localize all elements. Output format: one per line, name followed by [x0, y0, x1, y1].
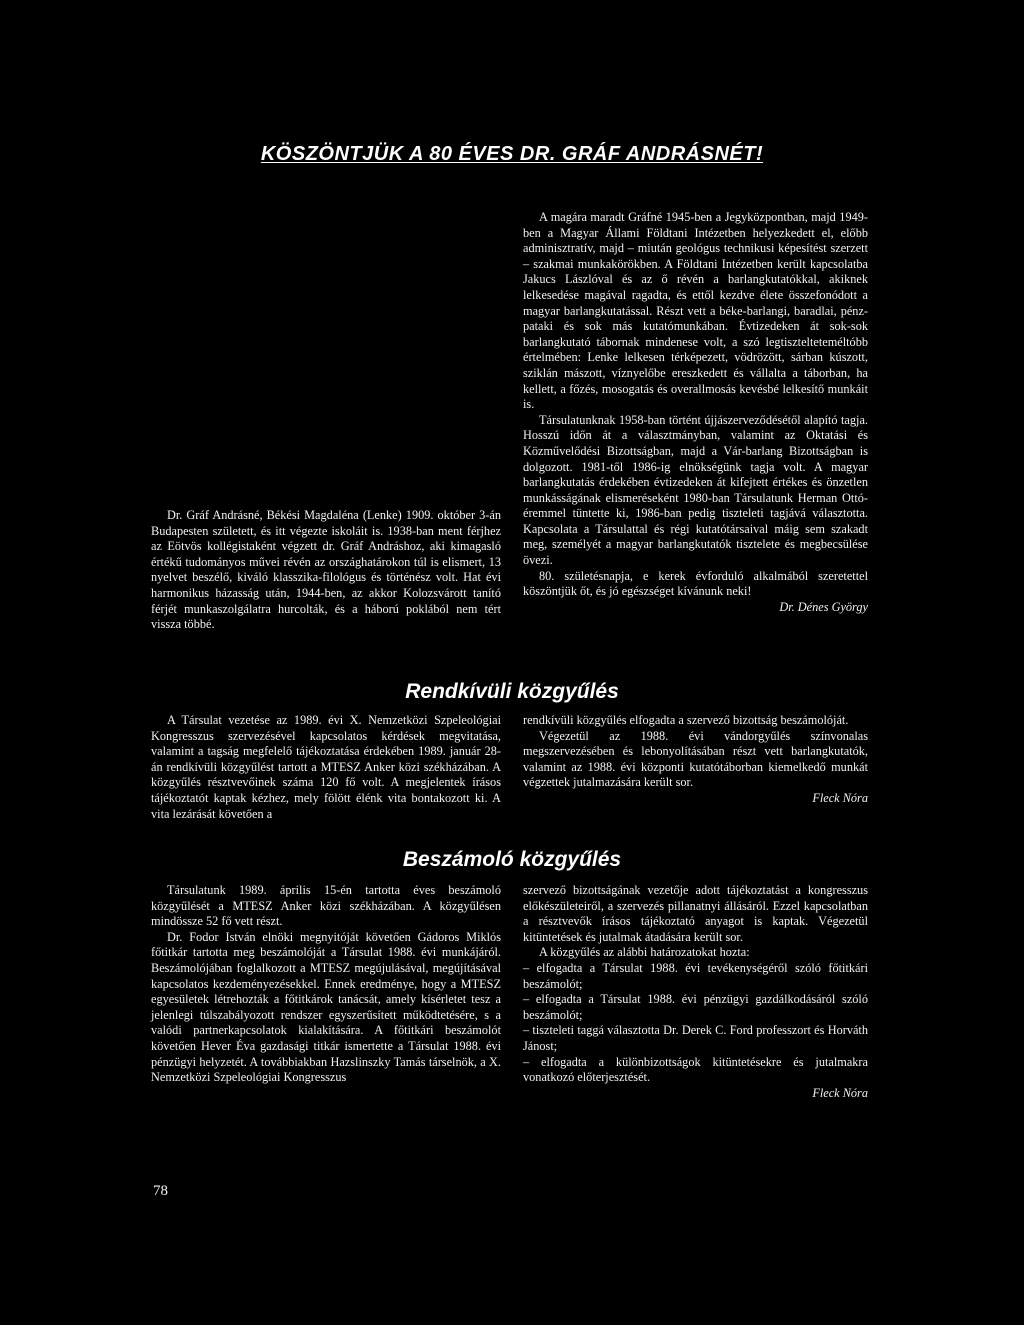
section-heading: Beszámoló közgyűlés — [402, 848, 622, 871]
signature: Dr. Dénes György — [779, 599, 868, 614]
article2-right-column — [523, 713, 868, 807]
paragraph: Dr. Fodor István elnöki megnyitóját követően Gádoros Miklós főtitkár tartotta meg beszámolóját a Társulat 1988. évi munkájáról. Beszámolójában foglalkozott a MTESZ megújulásával, megújításával kapcsolatos kezdeményezésekkel. Ennek eredménye, hogy a MTESZ egyesületek létrehozták a főtitkárok tanácsát, amely kísérletet tesz a jelenlegi túlszabályozott rendszer egyszerűsített működtetésére, s a valódi partnerkapcsolatok kialakítására. A főtitkári beszámolót követően Hever Éva gazdasági titkár ismertette a Társulat 1988. évi pénzügyi helyzetét. A továbbiakban Hazslinszky Tamás társelnök, a X. Nemzetközi Szpeleológiai Kongresszus — [151, 929, 501, 1085]
signature: Fleck Nóra — [812, 790, 868, 805]
list-item: – elfogadta a Társulat 1988. évi tevékenységéről szóló főtitkári beszámolót; — [523, 960, 868, 991]
paragraph: Végezetül az 1988. évi vándorgyűlés színvonalas megszervezésében és lebonyolításában részt vett barlangkutatók, valamint az 1988. évi központi kutatótáborban kiemelkedő munkát végzettek jutalmazására került sor. — [523, 728, 868, 790]
page-number: 78 — [153, 1183, 168, 1199]
signature: Fleck Nóra — [812, 1085, 868, 1100]
paragraph: 80. születésnapja, e kerek évforduló alkalmából szeretettel köszöntjük őt, és jó egészséget kívánunk neki! — [523, 568, 868, 599]
article3-right-column — [523, 883, 868, 1101]
paragraph: rendkívüli közgyűlés elfogadta a szervező bizottság beszámolóját. — [523, 713, 849, 727]
paragraph: szervező bizottságának vezetője adott tájékoztatást a kongresszus előkészületeiről, a szervezés pillanatnyi állásáról. Ezzel kapcsolatban a résztvevők írásos tájékoztató anyagot is kaptak. Végezetül kitüntetések és jutalmak átadására került sor. — [523, 883, 868, 944]
article2-left-column — [151, 713, 501, 822]
section-heading: Rendkívüli közgyűlés — [405, 680, 619, 703]
paragraph: A közgyűlés az alábbi határozatokat hozta: — [539, 945, 750, 960]
paragraph: Társulatunk 1989. április 15-én tartotta éves beszámoló közgyűlését a MTESZ Anker közi székházában. A közgyűlésen mindössze 52 fő vett részt. — [151, 883, 501, 929]
paragraph: Társulatunknak 1958-ban történt újjászerveződésétől alapító tagja. Hosszú időn át a választmányban, valamint az Oktatási és Közművelődési Bizottságban, majd a Vár-barlang Bizottságban is dolgozott. 1981-től 1986-ig elnökségünk tagja volt. A magyar barlangkutatás érdekében évtizedeken át kifejtett értékes és önzetlen munkásságának elismeréseként 1980-ban Társulatunk Herman Ottó-éremmel tüntette ki, 1986-ban pedig tiszteleti tagjává választotta. Kapcsolata a Társulattal és régi kutatótársaival máig sem szakadt meg, személyét a magyar barlangkutatók tisztelete és megbecsülése övezi. — [523, 412, 868, 568]
list-item: – tiszteleti taggá választotta Dr. Derek C. Ford professzort és Horváth Jánost; — [523, 1023, 868, 1053]
list-item: – elfogadta a különbizottságok kitüntetésekre és jutalmakra vonatkozó előterjesztését. — [523, 1054, 868, 1085]
paragraph: Dr. Gráf Andrásné, Békési Magdaléna (Lenke) 1909. október 3-án Budapesten született, és itt végezte iskoláit is. 1938-ban ment férjhez az Eötvös kollégistaként végzett dr. Gráf Andráshoz, aki kimagasló értékű tudományos művei révén az országhatárokon túl is elismert, 13 nyelvet beszélő, kiváló klasszika-filológus és történész volt. Hat évi harmonikus házasság után, 1944-ben, az akkor Kolozsvárott tanító férjét munkaszolgálatra hurcolták, és a háború poklából nem tért vissza többé. — [151, 508, 501, 632]
paragraph: A magára maradt Gráfné 1945-ben a Jegyközpontban, majd 1949-ben a Magyar Állami Földtani Intézetben helyezkedett el, előbb adminisztratív, majd – miután geológus technikusi képesítést szerzett – szakmai munkakörökben. A Földtani Intézetben került kapcsolatba Jakucs Lászlóval és az ő révén a barlangkutatókkal, akiknek lelkesedése magával ragadta, és ettől kezdve élete összefonódott a magyar barlangkutatással. Részt vett a béke-barlangi, baradlai, pénz-pataki és sok más kutatómunkában. Évtizedeken át sok-sok barlangkutató tábornak mindenese volt, a szó legtisztelteteméltóbb értelmében: Lenke lelkesen térképezett, vödrözött, sárban kúszott, sziklán mászott, víznyelőbe ereszkedett és vállalta a táborban, ha kellett, a főzés, mosogatás és overallmosás kevésbé lelkesítő munkáit is. — [523, 210, 868, 412]
paragraph: A Társulat vezetése az 1989. évi X. Nemzetközi Szpeleológiai Kongresszus szervezésével kapcsolatos kérdések megvitatása, valamint a tagság megfelelő tájékoztatása érdekében 1989. január 28-án rendkívüli közgyűlést tartott a MTESZ Anker közi székházában. A közgyűlés résztvevőinek száma 120 fő volt. A megjelentek írásos tájékoztatót kaptak kézhez, mely fölött élénk vita bontakozott ki. A vita lezárását követően a — [151, 713, 501, 821]
article1-right-column — [523, 210, 868, 615]
article-title: KÖSZÖNTJÜK A 80 ÉVES DR. GRÁF ANDRÁSNÉT! — [260, 143, 764, 165]
article3-left-column — [151, 883, 501, 1086]
article1-left-column — [151, 508, 501, 633]
list-item: – elfogadta a Társulat 1988. évi pénzügyi gazdálkodásáról szóló beszámolót; — [523, 992, 868, 1022]
